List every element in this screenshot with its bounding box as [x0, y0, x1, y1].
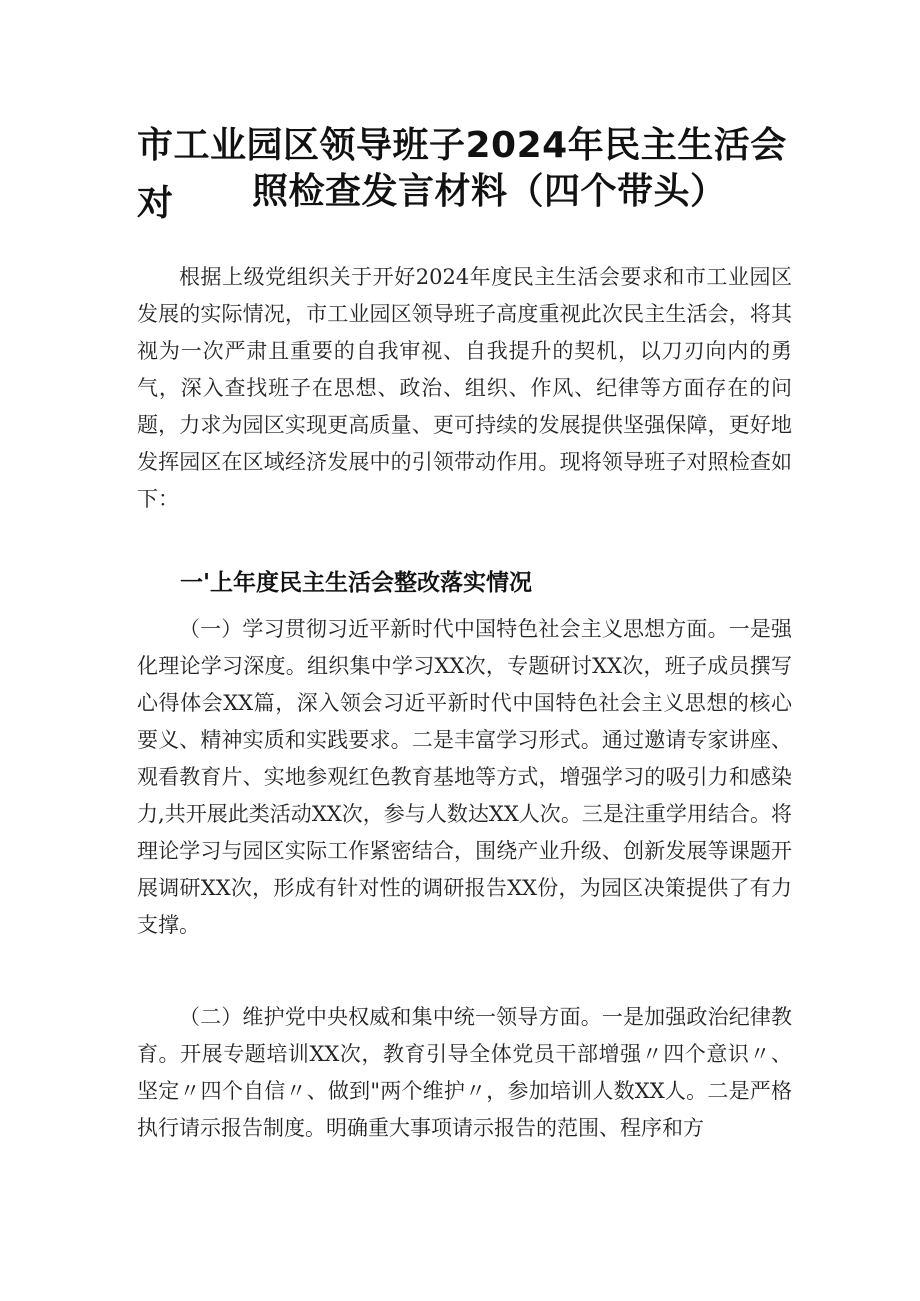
document-title-line-1: 市工业园区领导班子2024年民主生活会对 [137, 125, 787, 224]
subsection-paragraph-2: （二）维护党中央权威和集中统一领导方面。一是加强政治纪律教育。开展专题培训XX次，教育引导全体党员干部增强〃四个意识〃、坚定〃四个自信〃、做到"两个维护〃，参加培训人数XX人。二是严格执行请示报告制度。明确重大事项请示报告的范围、程序和方 [137, 1005, 792, 1140]
document-title-line-2: 照检查发言材料（四个带头） [252, 171, 727, 212]
section-heading-1: 一'上年度民主生活会整改落实情况 [180, 570, 533, 596]
intro-paragraph: 根据上级党组织关于开好2024年度民主生活会要求和市工业园区发展的实际情况，市工业园区领导班子高度重视此次民主生活会，将其视为一次严肃且重要的自我审视、自我提升的契机，以刀刃向内的勇气，深入查找班子在思想、政治、组织、作风、纪律等方面存在的问题，力求为园区实现更高质量、更可持续的发展提供坚强保障，更好地发挥园区在区域经济发展中的引领带动作用。现将领导班子对照检查如下： [137, 265, 792, 511]
subsection-paragraph-1: （一）学习贯彻习近平新时代中国特色社会主义思想方面。一是强化理论学习深度。组织集中学习XX次，专题研讨XX次，班子成员撰写心得体会XX篇，深入领会习近平新时代中国特色社会主义思想的核心要义、精神实质和实践要求。二是丰富学习形式。通过邀请专家讲座、观看教育片、实地参观红色教育基地等方式，增强学习的吸引力和感染力,共开展此类活动XX次，参与人数达XX人次。三是注重学用结合。将理论学习与园区实际工作紧密结合，围绕产业升级、创新发展等课题开展调研XX次，形成有针对性的调研报告XX份，为园区决策提供了有力支撑。 [137, 617, 792, 937]
